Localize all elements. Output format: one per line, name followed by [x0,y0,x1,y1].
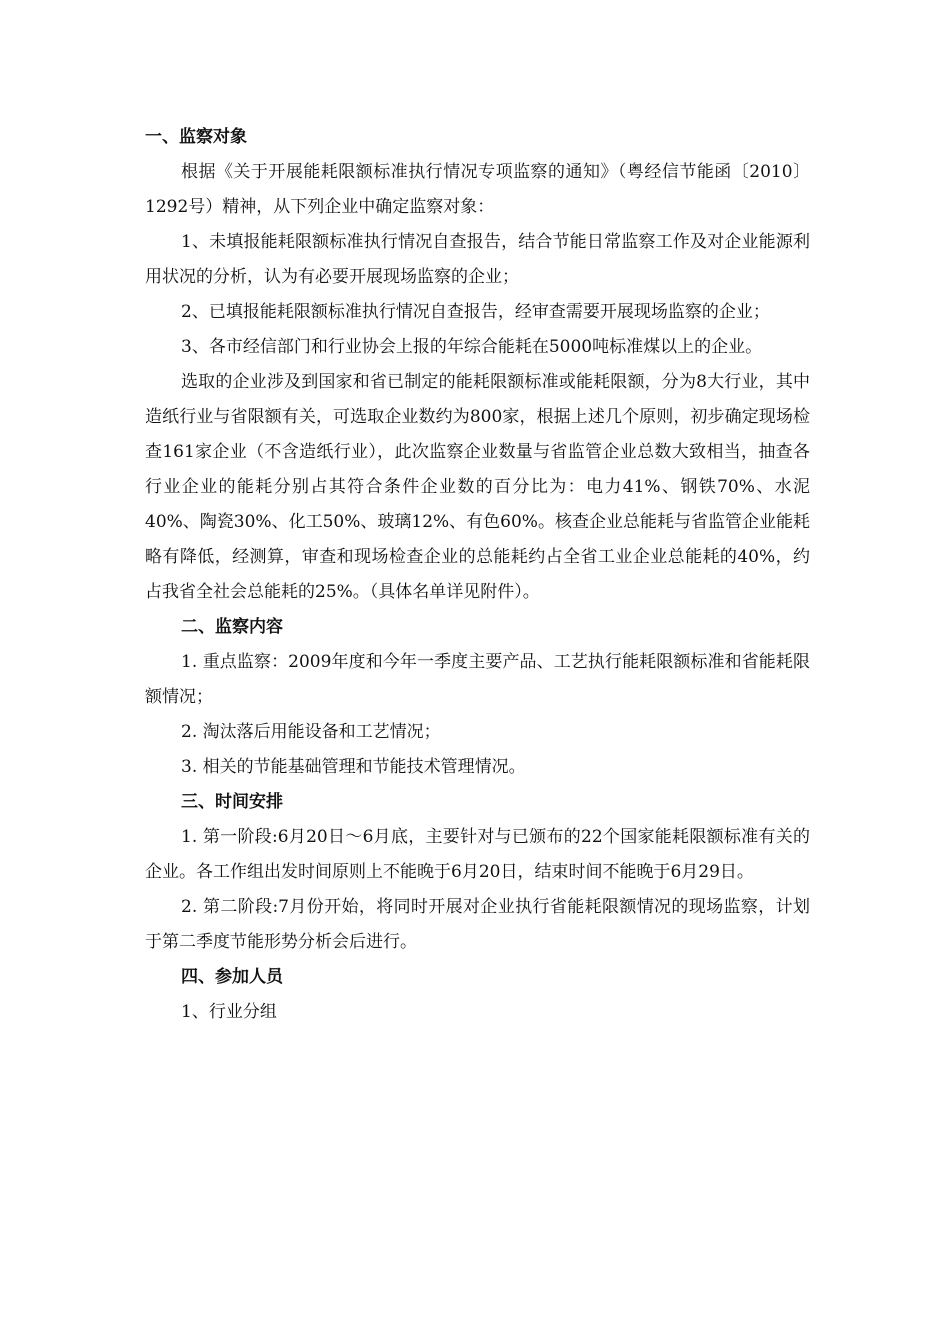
section-heading-inspection-content: 二、监察内容 [181,617,283,637]
section-heading-schedule: 三、时间安排 [181,792,283,812]
list-item-target-3: 3、各市经信部门和行业协会上报的年综合能耗在5000吨标准煤以上的企业。 [181,337,763,357]
list-item-schedule-2: 2. 第二阶段:7月份开始，将同时开展对企业执行省能耗限额情况的现场监察，计划于第二季度节能形势分析会后进行。 [145,897,810,952]
list-item-content-1: 1. 重点监察：2009年度和今年一季度主要产品、工艺执行能耗限额标准和省能耗限额情况； [145,652,810,707]
section-heading-inspection-targets: 一、监察对象 [145,127,247,147]
list-item-content-3: 3. 相关的节能基础管理和节能技术管理情况。 [181,757,526,777]
section-heading-participants: 四、参加人员 [181,967,283,987]
list-item-target-1: 1、未填报能耗限额标准执行情况自查报告，结合节能日常监察工作及对企业能源利用状况的分析，认为有必要开展现场监察的企业； [145,232,810,287]
list-item-schedule-1: 1. 第一阶段:6月20日～6月底，主要针对与已颁布的22个国家能耗限额标准有关的企业。各工作组出发时间原则上不能晚于6月20日，结束时间不能晚于6月29日。 [145,827,810,882]
paragraph-selection: 选取的企业涉及到国家和省已制定的能耗限额标准或能耗限额，分为8大行业，其中造纸行业与省限额有关，可选取企业数约为800家，根据上述几个原则，初步确定现场检查161家企业（不含造纸行业），此次监察企业数量与省监管企业总数大致相当，抽查各行业企业的能耗分别占其符合条件企业数的百分比为：电力41%、钢铁70%、水泥40%、陶瓷30%、化工50%、玻璃12%、有色60%。核查企业总能耗与省监管企业能耗略有降低，经测算，审查和现场检查企业的总能耗约占全省工业企业总能耗的40%，约占我省全社会总能耗的25%。（具体名单详见附件）。 [145,372,810,602]
list-item-target-2: 2、已填报能耗限额标准执行情况自查报告，经审查需要开展现场监察的企业； [181,302,770,322]
document-page [145,120,810,1030]
list-item-participants-1: 1、行业分组 [181,1002,277,1022]
paragraph-basis: 根据《关于开展能耗限额标准执行情况专项监察的通知》（粤经信节能函〔2010〕1292号）精神，从下列企业中确定监察对象： [145,162,810,217]
list-item-content-2: 2. 淘汰落后用能设备和工艺情况； [181,722,441,742]
